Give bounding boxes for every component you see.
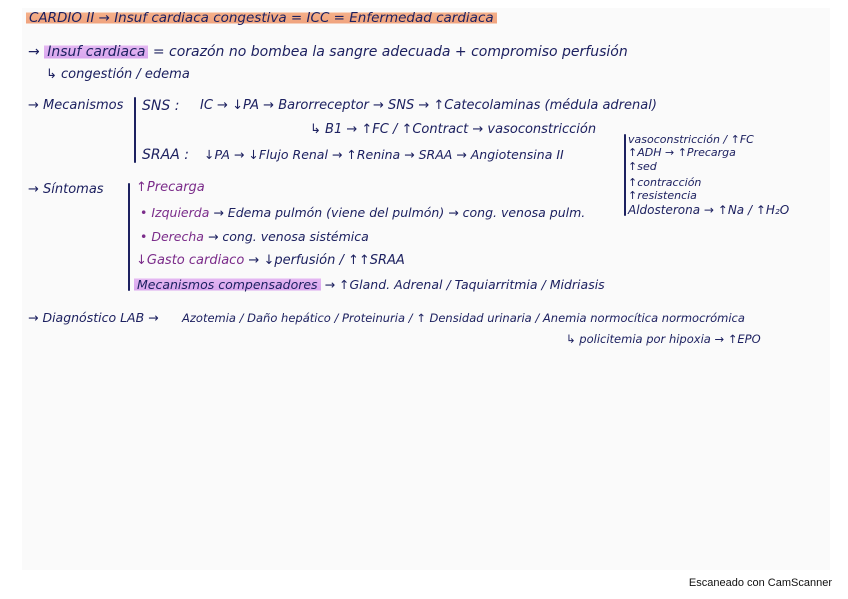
mecanismos-bracket bbox=[134, 97, 136, 163]
derecha-line bbox=[140, 229, 369, 245]
mecanismos-label: → Mecanismos bbox=[28, 98, 124, 113]
angio-effect: ↑contracción bbox=[628, 176, 702, 189]
izquierda-text: → Edema pulmón (viene del pulmón) → cong. venosa pulm. bbox=[213, 205, 586, 220]
sraa-label: SRAA : bbox=[142, 147, 189, 163]
precarga-text: ↑Precarga bbox=[136, 180, 205, 195]
angio-effect: Aldosterona → ↑Na / ↑H₂O bbox=[628, 203, 790, 217]
angio-effect: ↑ADH → ↑Precarga bbox=[628, 146, 736, 159]
sraa-text: ↓PA → ↓Flujo Renal → ↑Renina → SRAA → Angiotensina II bbox=[204, 147, 564, 162]
diagnostico-sub: ↳ policitemia por hipoxia → ↑EPO bbox=[566, 332, 761, 346]
title-highlight: CARDIO II → Insuf cardiaca congestiva = ICC = Enfermedad cardiaca bbox=[26, 10, 497, 26]
compensadores-label: Mecanismos compensadores bbox=[134, 277, 321, 292]
angio-effect: ↑resistencia bbox=[628, 189, 697, 202]
diagnostico-label: → Diagnóstico LAB → bbox=[28, 310, 159, 325]
izquierda-label: • Izquierda bbox=[140, 205, 210, 220]
compensadores-line bbox=[134, 277, 605, 293]
insuf-cardiaca-term: Insuf cardiaca bbox=[44, 44, 148, 60]
page-title bbox=[26, 10, 497, 26]
gasto-text: → ↓perfusión / ↑↑SRAA bbox=[248, 253, 405, 268]
gasto-label: ↓Gasto cardiaco bbox=[136, 253, 245, 268]
compensadores-text: → ↑Gland. Adrenal / Taquiarritmia / Midriasis bbox=[324, 277, 605, 292]
sns-text: IC → ↓PA → Barorreceptor → SNS → ↑Catecolaminas (médula adrenal) bbox=[200, 98, 657, 113]
gasto-line bbox=[136, 253, 405, 269]
angio-effect: vasoconstricción / ↑FC bbox=[628, 133, 754, 146]
sns-sub: ↳ B1 → ↑FC / ↑Contract → vasoconstricción bbox=[310, 122, 597, 137]
sintomas-label: → Síntomas bbox=[28, 182, 104, 197]
derecha-text: → cong. venosa sistémica bbox=[207, 229, 369, 244]
izquierda-line bbox=[140, 205, 585, 221]
congestion-line: ↳ congestión / edema bbox=[46, 67, 190, 82]
definition-line: → Insuf cardiaca = corazón no bombea la sangre adecuada + compromiso perfusión bbox=[28, 44, 628, 60]
angio-bracket bbox=[624, 134, 626, 216]
derecha-label: • Derecha bbox=[140, 229, 204, 244]
sintomas-bracket bbox=[128, 183, 130, 291]
definition-text: = corazón no bombea la sangre adecuada + compromiso perfusión bbox=[152, 44, 628, 60]
diagnostico-text: Azotemia / Daño hepático / Proteinuria / ↑ Densidad urinaria / Anemia normocítica normocrómica bbox=[182, 311, 745, 325]
sns-label: SNS : bbox=[142, 98, 180, 114]
scanner-watermark: Escaneado con CamScanner bbox=[688, 577, 832, 589]
angio-effect: ↑sed bbox=[628, 160, 657, 173]
